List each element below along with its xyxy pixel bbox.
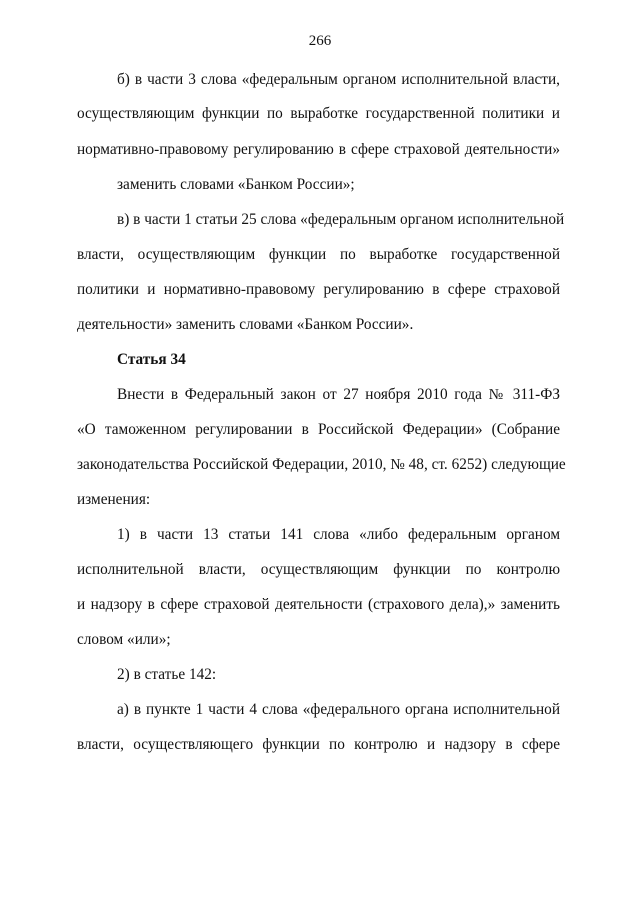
intro-line-1: Внести в Федеральный закон от 27 ноября 2010 года № 311-ФЗ bbox=[117, 386, 560, 403]
item2a-line-1: а) в пункте 1 части 4 слова «федерального органа исполнительной bbox=[117, 701, 560, 718]
paragraph-v-line-3: политики и нормативно-правовому регулированию в сфере страховой bbox=[77, 281, 560, 298]
paragraph-b-line-2: осуществляющим функции по выработке государственной политики и bbox=[77, 105, 560, 122]
paragraph-v-line-2: власти, осуществляющим функции по выработке государственной bbox=[77, 246, 560, 263]
paragraph-b-line-1: б) в части 3 слова «федеральным органом исполнительной власти, bbox=[117, 71, 560, 88]
page-number: 266 bbox=[308, 33, 332, 49]
item1-line-4: словом «или»; bbox=[77, 631, 171, 648]
item1-line-1: 1) в части 13 статьи 141 слова «либо федеральным органом bbox=[117, 526, 560, 543]
item2-line: 2) в статье 142: bbox=[117, 666, 217, 683]
paragraph-b-line-4: заменить словами «Банком России»; bbox=[117, 176, 355, 193]
item1-line-2: исполнительной власти, осуществляющим функции по контролю bbox=[77, 561, 560, 578]
item1-line-3: и надзору в сфере страховой деятельности (страхового дела),» заменить bbox=[77, 596, 560, 613]
intro-line-4: изменения: bbox=[77, 491, 151, 508]
paragraph-v-line-1: в) в части 1 статьи 25 слова «федеральным органом исполнительной bbox=[117, 211, 565, 228]
paragraph-b-line-3: нормативно-правовому регулированию в сфере страховой деятельности» bbox=[77, 141, 560, 158]
paragraph-v-line-4: деятельности» заменить словами «Банком России». bbox=[77, 316, 414, 333]
intro-line-3: законодательства Российской Федерации, 2010, № 48, ст. 6252) следующие bbox=[77, 456, 566, 473]
article-heading: Статья 34 bbox=[117, 351, 186, 368]
item2a-line-2: власти, осуществляющего функции по контролю и надзору в сфере bbox=[77, 736, 560, 753]
intro-line-2: «О таможенном регулировании в Российской Федерации» (Собрание bbox=[77, 421, 560, 438]
